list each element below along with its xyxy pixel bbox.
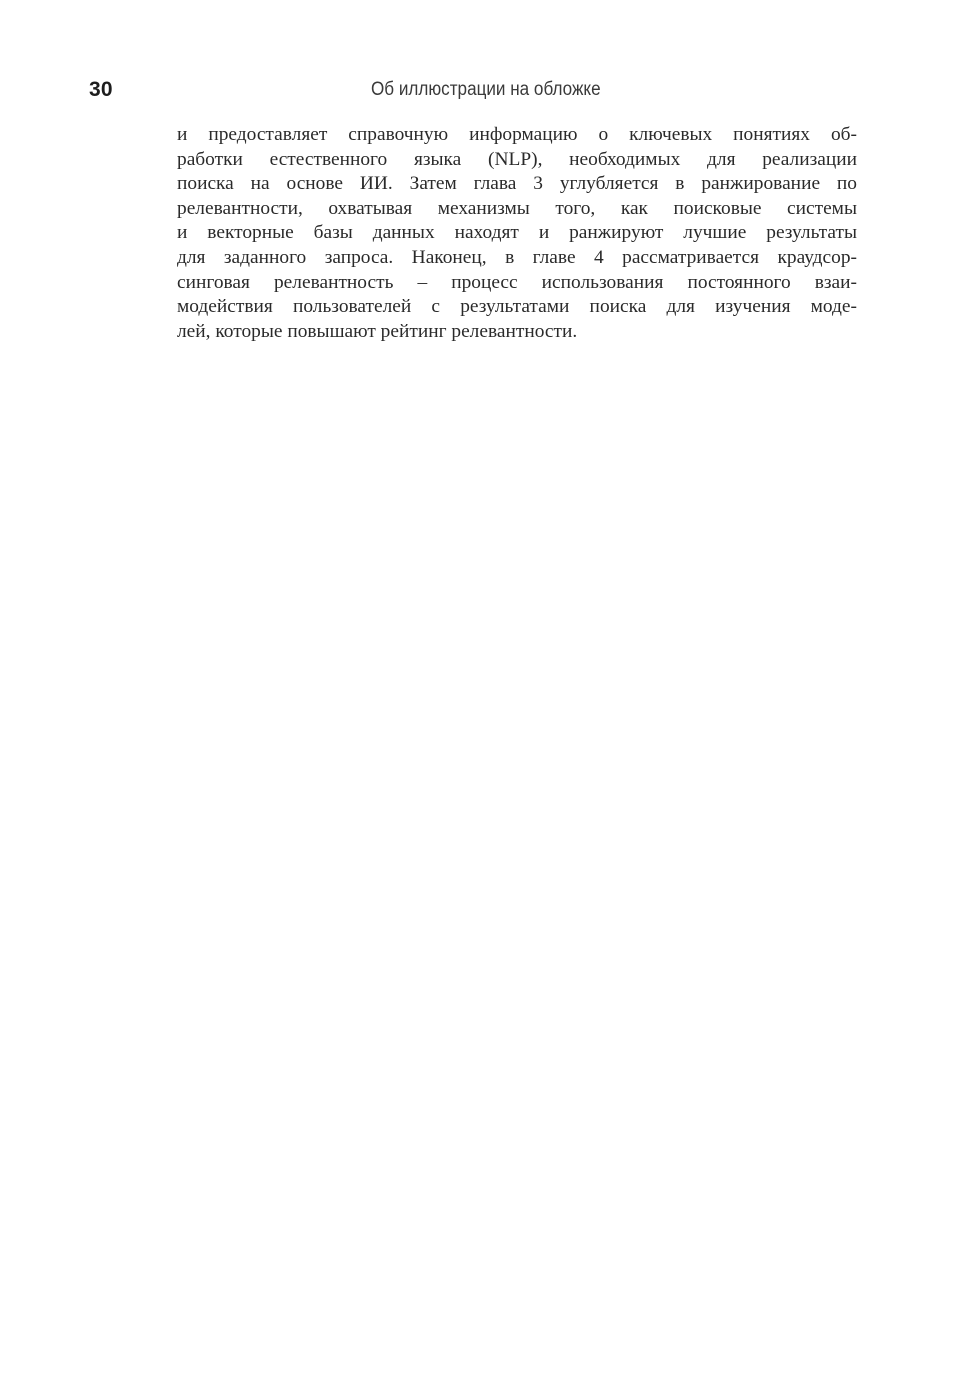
body-paragraph	[177, 123, 857, 344]
running-head-title: Об иллюстрации на обложке	[371, 79, 601, 100]
text-line: релевантности, охватывая механизмы того, как поисковые системы	[177, 197, 857, 219]
text-line: и предоставляет справочную информацию о ключевых понятиях об-	[177, 124, 857, 145]
text-line: работки естественного языка (NLP), необходимых для реализации	[177, 148, 857, 170]
page-number: 30	[89, 78, 113, 101]
text-line: поиска на основе ИИ. Затем глава 3 углубляется в ранжирование по	[177, 173, 857, 195]
text-line: и векторные базы данных находят и ранжируют лучшие результаты	[177, 222, 857, 244]
running-head	[0, 76, 974, 104]
text-line: для заданного запроса. Наконец, в главе 4 рассматривается краудсор-	[177, 246, 857, 268]
text-line: синговая релевантность – процесс использования постоянного взаи-	[177, 271, 857, 293]
text-line: модействия пользователей с результатами поиска для изучения моде-	[177, 296, 857, 318]
text-line: лей, которые повышают рейтинг релевантности.	[177, 320, 578, 342]
